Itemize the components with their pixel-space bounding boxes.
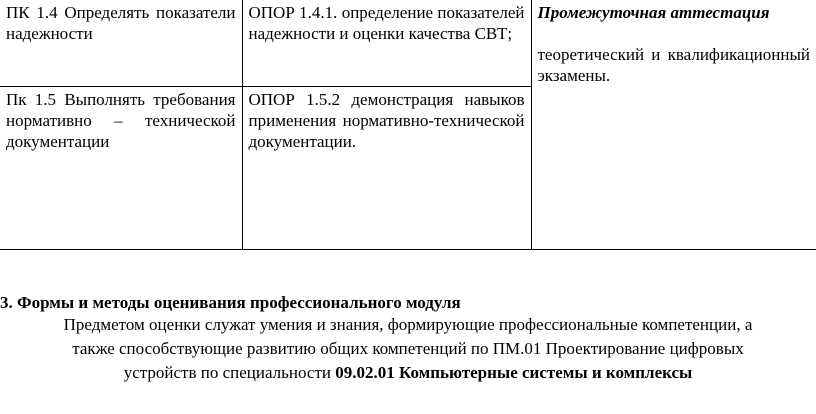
table-row xyxy=(0,0,816,86)
indicator-cell: ОПОР 1.4.1. определение показателей надежности и оценки качества СВТ; xyxy=(242,0,531,86)
attestation-cell xyxy=(531,0,816,249)
section-title: 3. Формы и методы оценивания профессионального модуля xyxy=(0,293,461,312)
indicator-cell: ОПОР 1.5.2 демонстрация навыков применения нормативно-технической документации. xyxy=(242,86,531,249)
attestation-body: теоретический и квалификационный экзамены. xyxy=(537,45,810,85)
competency-cell: ПК 1.4 Определять показатели надежности xyxy=(0,0,242,86)
paragraph-line: Предметом оценки служат умения и знания, формирующие профессиональные компетенции, а xyxy=(63,315,753,334)
competency-cell: Пк 1.5 Выполнять требования нормативно – технической документации xyxy=(0,86,242,249)
paragraph-line xyxy=(0,361,816,385)
paragraph-text: устройств по специальности xyxy=(123,363,336,382)
specialty-name: 09.02.01 Компьютерные системы и комплексы xyxy=(335,363,693,382)
section-paragraph xyxy=(0,313,816,385)
attestation-title: Промежуточная аттестация xyxy=(537,3,770,22)
paragraph-line: также способствующие развитию общих компетенций по ПМ.01 Проектирование цифровых xyxy=(72,339,744,358)
